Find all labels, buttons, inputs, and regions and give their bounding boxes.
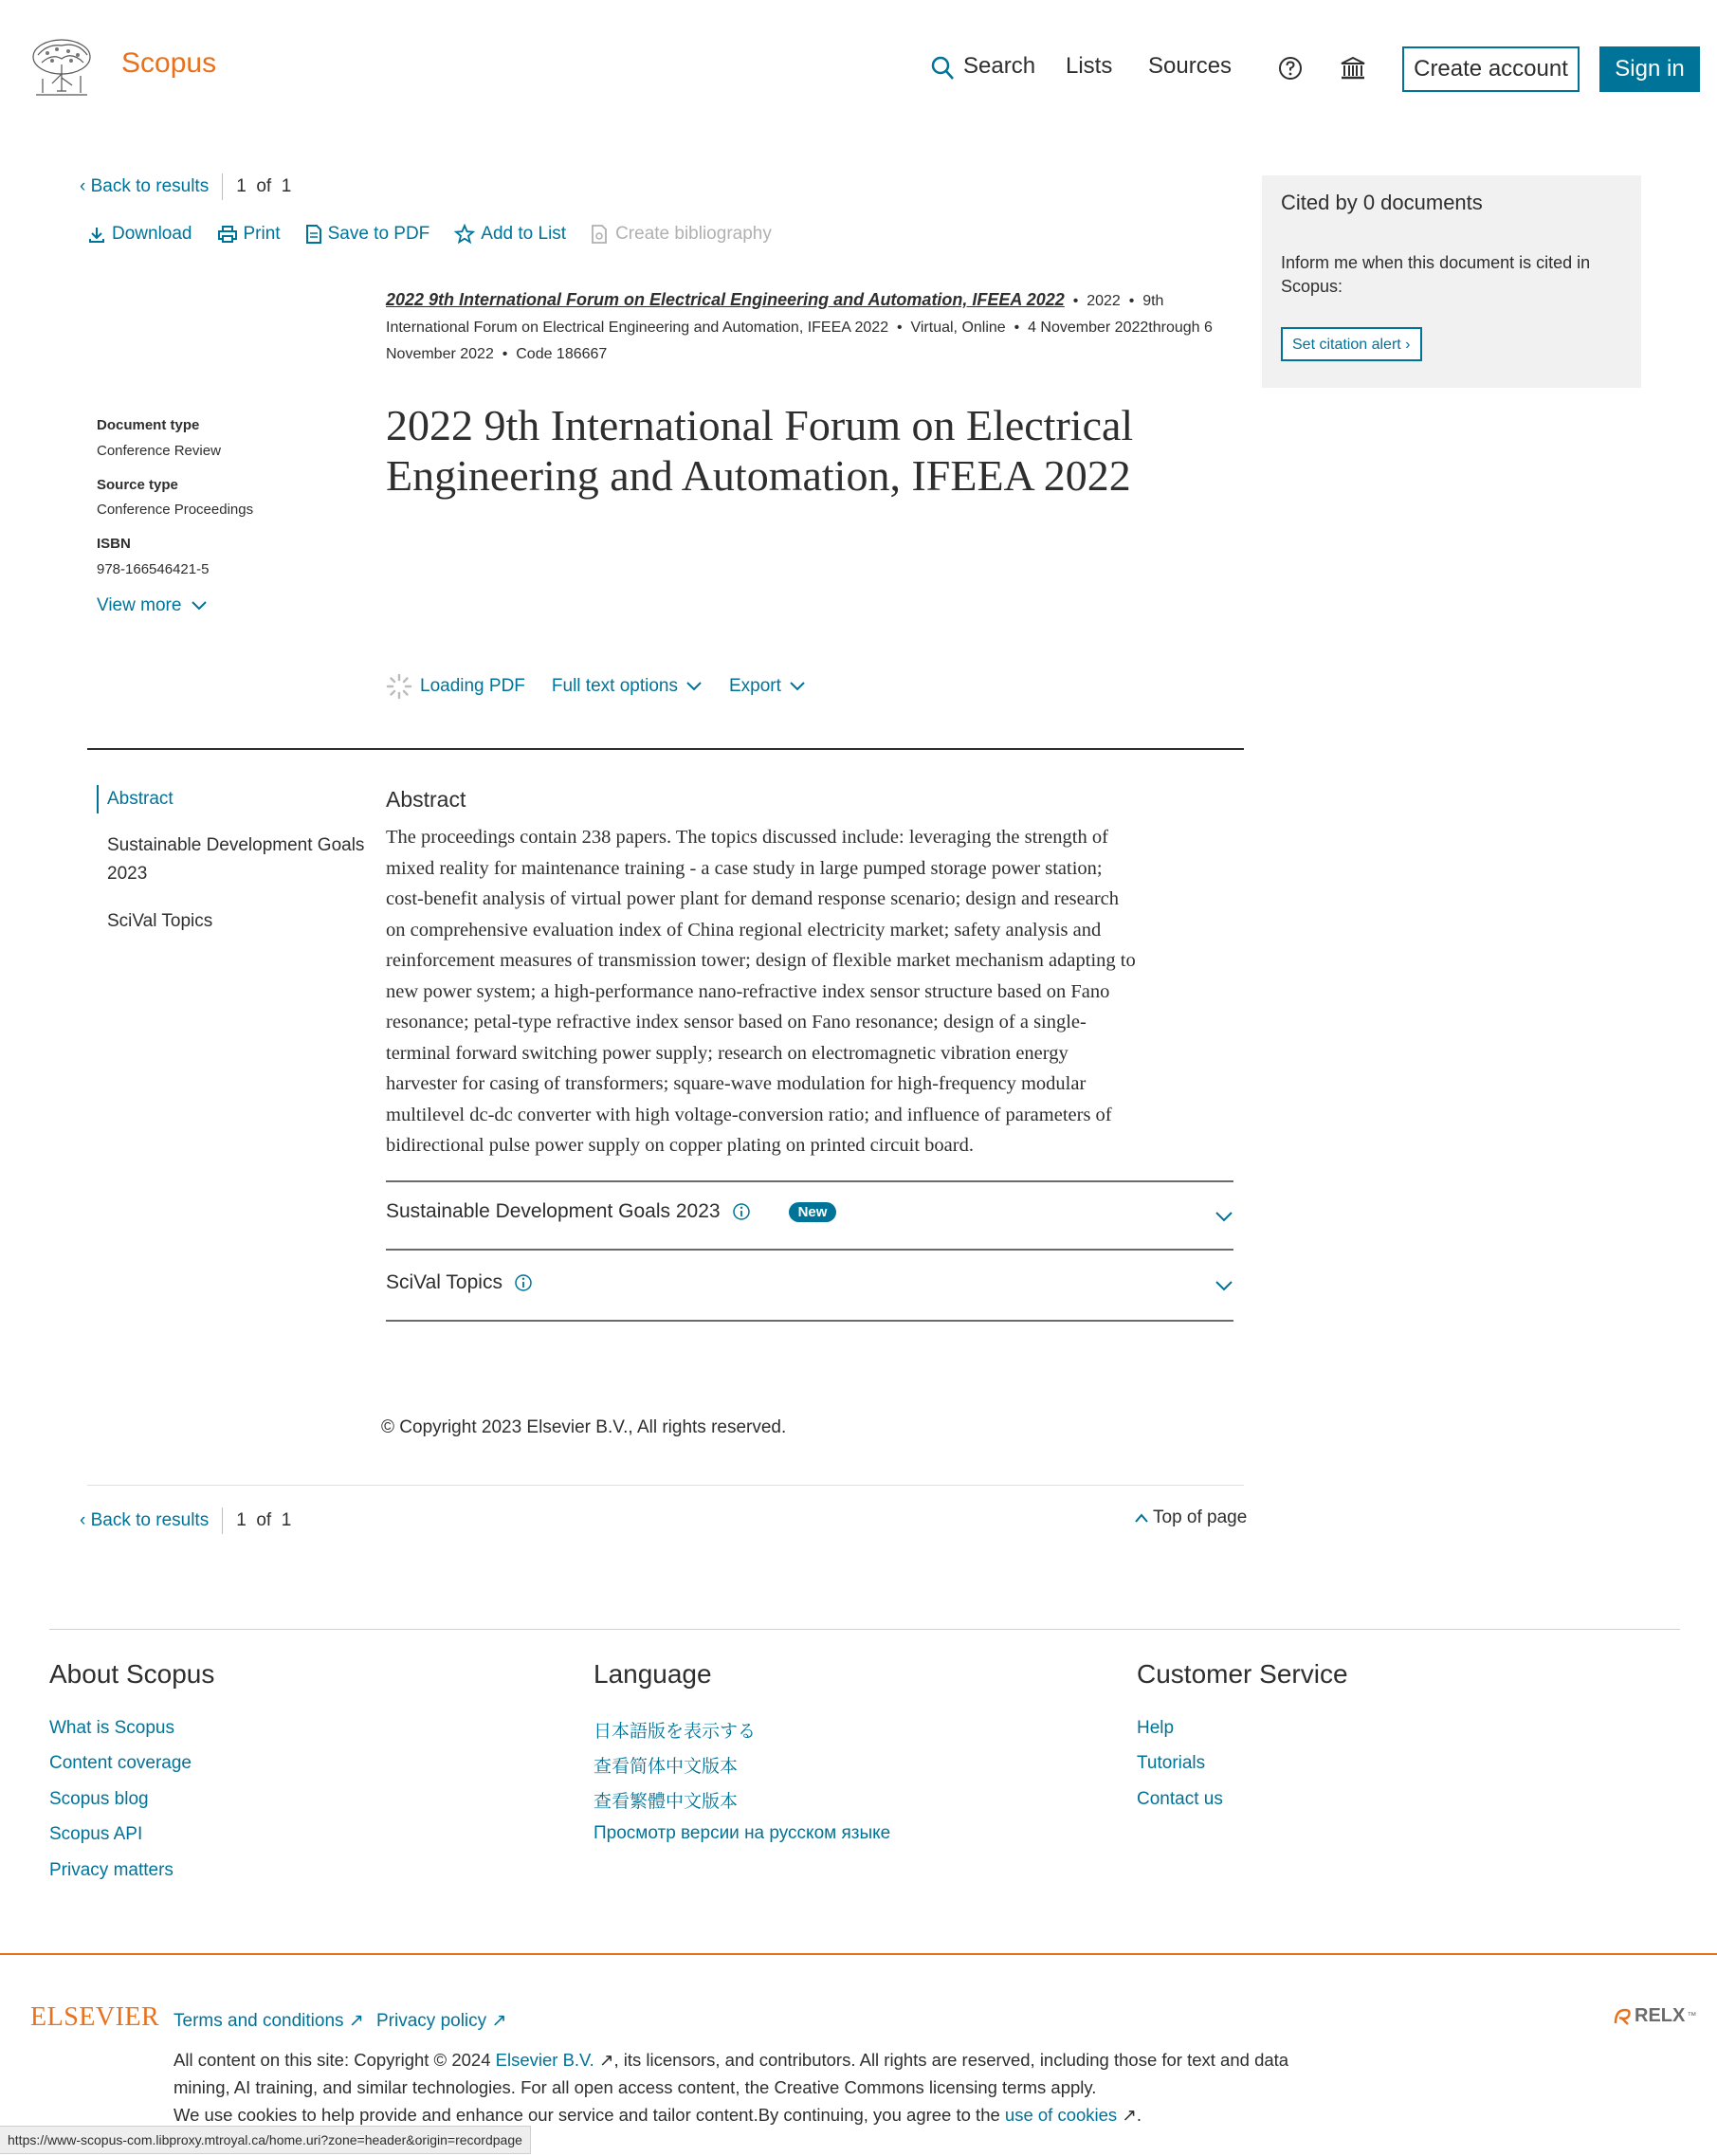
chevron-up-icon (1134, 1512, 1149, 1524)
title-line-1: 2022 9th International Forum on Electrical (386, 401, 1134, 449)
create-account-button[interactable]: Create account (1402, 46, 1580, 92)
conference-dates: 4 November 2022through 6 November 2022 (386, 320, 1213, 362)
legal-line-3 (174, 2101, 1340, 2129)
sdg-section-title: Sustainable Development Goals 2023 (386, 1200, 721, 1222)
export-button[interactable] (729, 676, 806, 697)
print-label: Print (243, 224, 281, 244)
abstract-heading: Abstract (386, 787, 466, 812)
download-label: Download (112, 224, 192, 244)
loading-pdf-label: Loading PDF (420, 676, 525, 696)
page-of: of (256, 176, 272, 196)
add-to-list-button[interactable] (454, 224, 566, 245)
elsevier-logo[interactable]: ELSEVIER (30, 2002, 160, 2032)
view-more-label: View more (97, 595, 182, 615)
save-to-pdf-button[interactable] (305, 224, 430, 245)
footer-link[interactable]: Tutorials (1137, 1753, 1206, 1773)
view-more-button[interactable] (97, 595, 208, 616)
document-toolbar (87, 224, 772, 245)
print-icon (217, 225, 238, 244)
relx-trademark: ™ (1687, 2011, 1697, 2021)
sign-in-button[interactable]: Sign in (1599, 46, 1700, 92)
external-link-icon: ↗ (594, 2050, 614, 2070)
loading-pdf-button[interactable] (386, 673, 525, 700)
sdg-accordion-header[interactable] (386, 1200, 836, 1223)
full-text-options-button[interactable] (552, 676, 703, 697)
document-type-value: Conference Review (97, 443, 221, 459)
footer-link[interactable]: Content coverage (49, 1753, 192, 1773)
scival-section-title: SciVal Topics (386, 1271, 502, 1293)
abstract-line: bidirectional pulse power supply on copper plating on printed circuit board. (386, 1135, 974, 1156)
nav-sources[interactable]: Sources (1148, 53, 1233, 79)
top-of-page-label: Top of page (1153, 1507, 1248, 1527)
institution-icon[interactable] (1339, 55, 1367, 82)
print-button[interactable] (217, 224, 281, 245)
legal-text: All content on this site: Copyright © 2024 (174, 2050, 496, 2070)
divider (222, 1507, 223, 1534)
cited-by-panel (1262, 175, 1641, 388)
elsevier-bv-link[interactable]: Elsevier B.V. (495, 2050, 594, 2070)
info-icon[interactable] (514, 1273, 533, 1292)
star-icon (454, 224, 475, 245)
source-type-label: Source type (97, 477, 178, 493)
set-citation-alert-button[interactable]: Set citation alert › (1281, 327, 1422, 361)
document-actions (386, 673, 832, 700)
privacy-label: Privacy policy (376, 2011, 487, 2031)
abstract-line: terminal forward switching power supply; research on electromagnetic vibration energy (386, 1042, 1069, 1064)
copyright-notice (381, 1417, 786, 1438)
info-icon[interactable] (732, 1202, 751, 1221)
copyright-icon: © (381, 1417, 394, 1437)
isbn-value: 978-166546421-5 (97, 561, 210, 577)
create-bibliography-button[interactable] (591, 224, 772, 245)
use-of-cookies-link[interactable]: use of cookies (1004, 2105, 1118, 2125)
footer-accent-rule (0, 1953, 1717, 1955)
about-heading: About Scopus (49, 1659, 215, 1689)
divider (87, 1485, 1244, 1486)
chevron-down-icon (789, 681, 806, 692)
toc-sdg-line-2: 2023 (107, 864, 148, 884)
spinner-icon (386, 673, 412, 700)
page-total: 1 (281, 1510, 292, 1530)
legal-line-2: mining, AI training, and similar technologies. For all open access content, the Creative Commons licensing terms apply. (174, 2077, 1097, 2097)
external-link-icon: ↗ (491, 2011, 507, 2031)
conference-location: Virtual, Online (910, 320, 1006, 336)
toc-sdg-line-1: Sustainable Development Goals (107, 835, 365, 855)
top-of-page-link[interactable] (1134, 1507, 1247, 1528)
source-title-link[interactable]: 2022 9th International Forum on Electrical Engineering and Automation, IFEEA 2022 (386, 290, 1065, 309)
conference-code: Code 186667 (516, 346, 608, 362)
chevron-down-icon[interactable] (1214, 1210, 1234, 1223)
results-nav (80, 174, 291, 200)
section-divider (87, 748, 1244, 750)
full-text-options-label: Full text options (551, 676, 678, 696)
toc-abstract[interactable]: Abstract (97, 785, 174, 813)
accordion-divider (386, 1249, 1233, 1251)
status-bar-url: https://www-scopus-com.libproxy.mtroyal.ca/home.uri?zone=header&origin=recordpage (0, 2126, 531, 2154)
document-type-label: Document type (97, 417, 200, 433)
create-bibliography-label: Create bibliography (615, 224, 772, 244)
back-to-results-link[interactable]: ‹ Back to results (80, 176, 210, 196)
conference-name: 9th International Forum on Electrical Engineering and Automation, IFEEA 2022 (386, 293, 1164, 336)
scopus-brand[interactable]: Scopus (121, 47, 217, 79)
abstract-line: mixed reality for maintenance training - a case study in large pumped storage power station; (386, 857, 1103, 879)
privacy-link[interactable] (376, 2010, 506, 2032)
source-type-value: Conference Proceedings (97, 502, 254, 518)
chevron-down-icon (191, 600, 208, 612)
page-current: 1 (236, 176, 247, 196)
scival-accordion-header[interactable] (386, 1271, 533, 1294)
help-icon[interactable] (1277, 55, 1304, 82)
page-total: 1 (281, 176, 292, 196)
relx-mark-icon (1612, 2006, 1633, 2027)
accordion-divider (386, 1320, 1233, 1322)
accordion-divider (386, 1180, 1233, 1182)
divider (222, 174, 223, 200)
footer-divider (49, 1629, 1680, 1630)
toc-scival[interactable]: SciVal Topics (107, 911, 213, 931)
abstract-line: harvester for casing of transformers; square-wave modulation for high-frequency modular (386, 1073, 1087, 1094)
download-button[interactable] (87, 224, 192, 245)
toc-sdg[interactable] (107, 831, 364, 888)
relx-logo[interactable] (1612, 2005, 1696, 2027)
terms-label: Terms and conditions (174, 2011, 344, 2031)
footer-link[interactable]: Contact us (1137, 1789, 1223, 1809)
elsevier-tree-logo[interactable] (28, 36, 95, 100)
footer-link[interactable]: 查看繁體中文版本 (594, 1792, 739, 1812)
page-of: of (256, 1510, 272, 1530)
cited-by-title: Cited by 0 documents (1281, 191, 1483, 214)
title-line-2: Engineering and Automation, IFEEA 2022 (386, 451, 1131, 500)
back-to-results-label: Back to results (90, 1510, 210, 1530)
footer-link[interactable]: 日本語版を表示する (594, 1722, 757, 1742)
terms-link[interactable] (174, 2010, 364, 2032)
copyright-text: Copyright 2023 Elsevier B.V., All rights reserved. (399, 1417, 787, 1437)
save-to-pdf-label: Save to PDF (327, 224, 430, 244)
language-heading: Language (594, 1659, 712, 1689)
back-to-results-link[interactable]: ‹ Back to results (80, 1510, 210, 1530)
relx-label: RELX (1635, 2005, 1686, 2026)
footer-legal-text (174, 2046, 1340, 2129)
abstract-line: cost-benefit analysis of virtual power plant for demand response scenario; design and research (386, 888, 1120, 909)
source-year: 2022 (1087, 293, 1121, 309)
bibliography-icon (591, 224, 610, 245)
results-nav-bottom (80, 1507, 291, 1534)
abstract-line: resonance; petal-type refractive index sensor based on Fano resonance; design of a single- (386, 1012, 1087, 1032)
legal-text: . (1136, 2105, 1142, 2125)
footer-link[interactable]: What is Scopus (49, 1718, 174, 1738)
download-icon (87, 225, 106, 244)
external-link-icon: ↗ (1117, 2105, 1137, 2125)
footer-link[interactable]: Scopus API (49, 1824, 143, 1844)
footer-link[interactable]: Privacy matters (49, 1860, 174, 1880)
set-citation-alert-label: Set citation alert (1292, 337, 1401, 353)
footer-link[interactable]: Scopus blog (49, 1789, 149, 1809)
customer-service-heading: Customer Service (1137, 1659, 1348, 1689)
legal-line-1 (174, 2046, 1340, 2074)
page-current: 1 (236, 1510, 247, 1530)
abstract-line: new power system; a high-performance nano-refractive index sensor structure based on Fano (386, 980, 1110, 1002)
export-label: Export (728, 676, 781, 696)
chevron-down-icon (685, 681, 703, 692)
cited-by-text: Inform me when this document is cited in Scopus: (1281, 253, 1591, 296)
abstract-line: on comprehensive evaluation index of China regional electricity market; safety analysis and (386, 919, 1102, 941)
new-badge: New (789, 1202, 837, 1222)
footer-link[interactable]: Просмотр версии на русском языке (594, 1823, 891, 1843)
legal-text: , its licensors, and contributors. All rights are reserved, including those for text and data (613, 2050, 1289, 2070)
source-info: 2022 9th International Forum on Electrical Engineering and Automation, IFEEA 2022 • 2022 • 9th International Forum on Electrical Engineering and Automation, IFEEA 2022 • Virtual, Online • 4 November 2022through 6 November 2022 • Code 186667 (386, 290, 1213, 362)
search-icon[interactable] (931, 56, 954, 81)
nav-search[interactable]: Search (963, 53, 1036, 79)
chevron-down-icon[interactable] (1214, 1279, 1234, 1292)
abstract-line: multilevel dc-dc converter with high voltage-conversion ratio; and influence of parameters of (386, 1104, 1112, 1125)
abstract-body (386, 822, 1239, 1161)
pdf-file-icon (305, 224, 322, 245)
footer-link[interactable]: Help (1137, 1718, 1175, 1738)
external-link-icon: ↗ (348, 2011, 364, 2031)
add-to-list-label: Add to List (481, 224, 567, 244)
nav-lists[interactable]: Lists (1066, 53, 1113, 79)
abstract-line: reinforcement measures of transmission tower; design of flexible market mechanism adapting to (386, 950, 1136, 971)
isbn-label: ISBN (97, 536, 131, 552)
abstract-line: The proceedings contain 238 papers. The topics discussed include: leveraging the strength of (386, 827, 1108, 848)
footer-link[interactable]: 查看简体中文版本 (594, 1757, 739, 1777)
back-to-results-label: Back to results (90, 176, 210, 196)
legal-text: We use cookies to help provide and enhance our service and tailor content.By continuing, you agree to the (174, 2105, 1005, 2125)
document-title (386, 400, 1239, 501)
